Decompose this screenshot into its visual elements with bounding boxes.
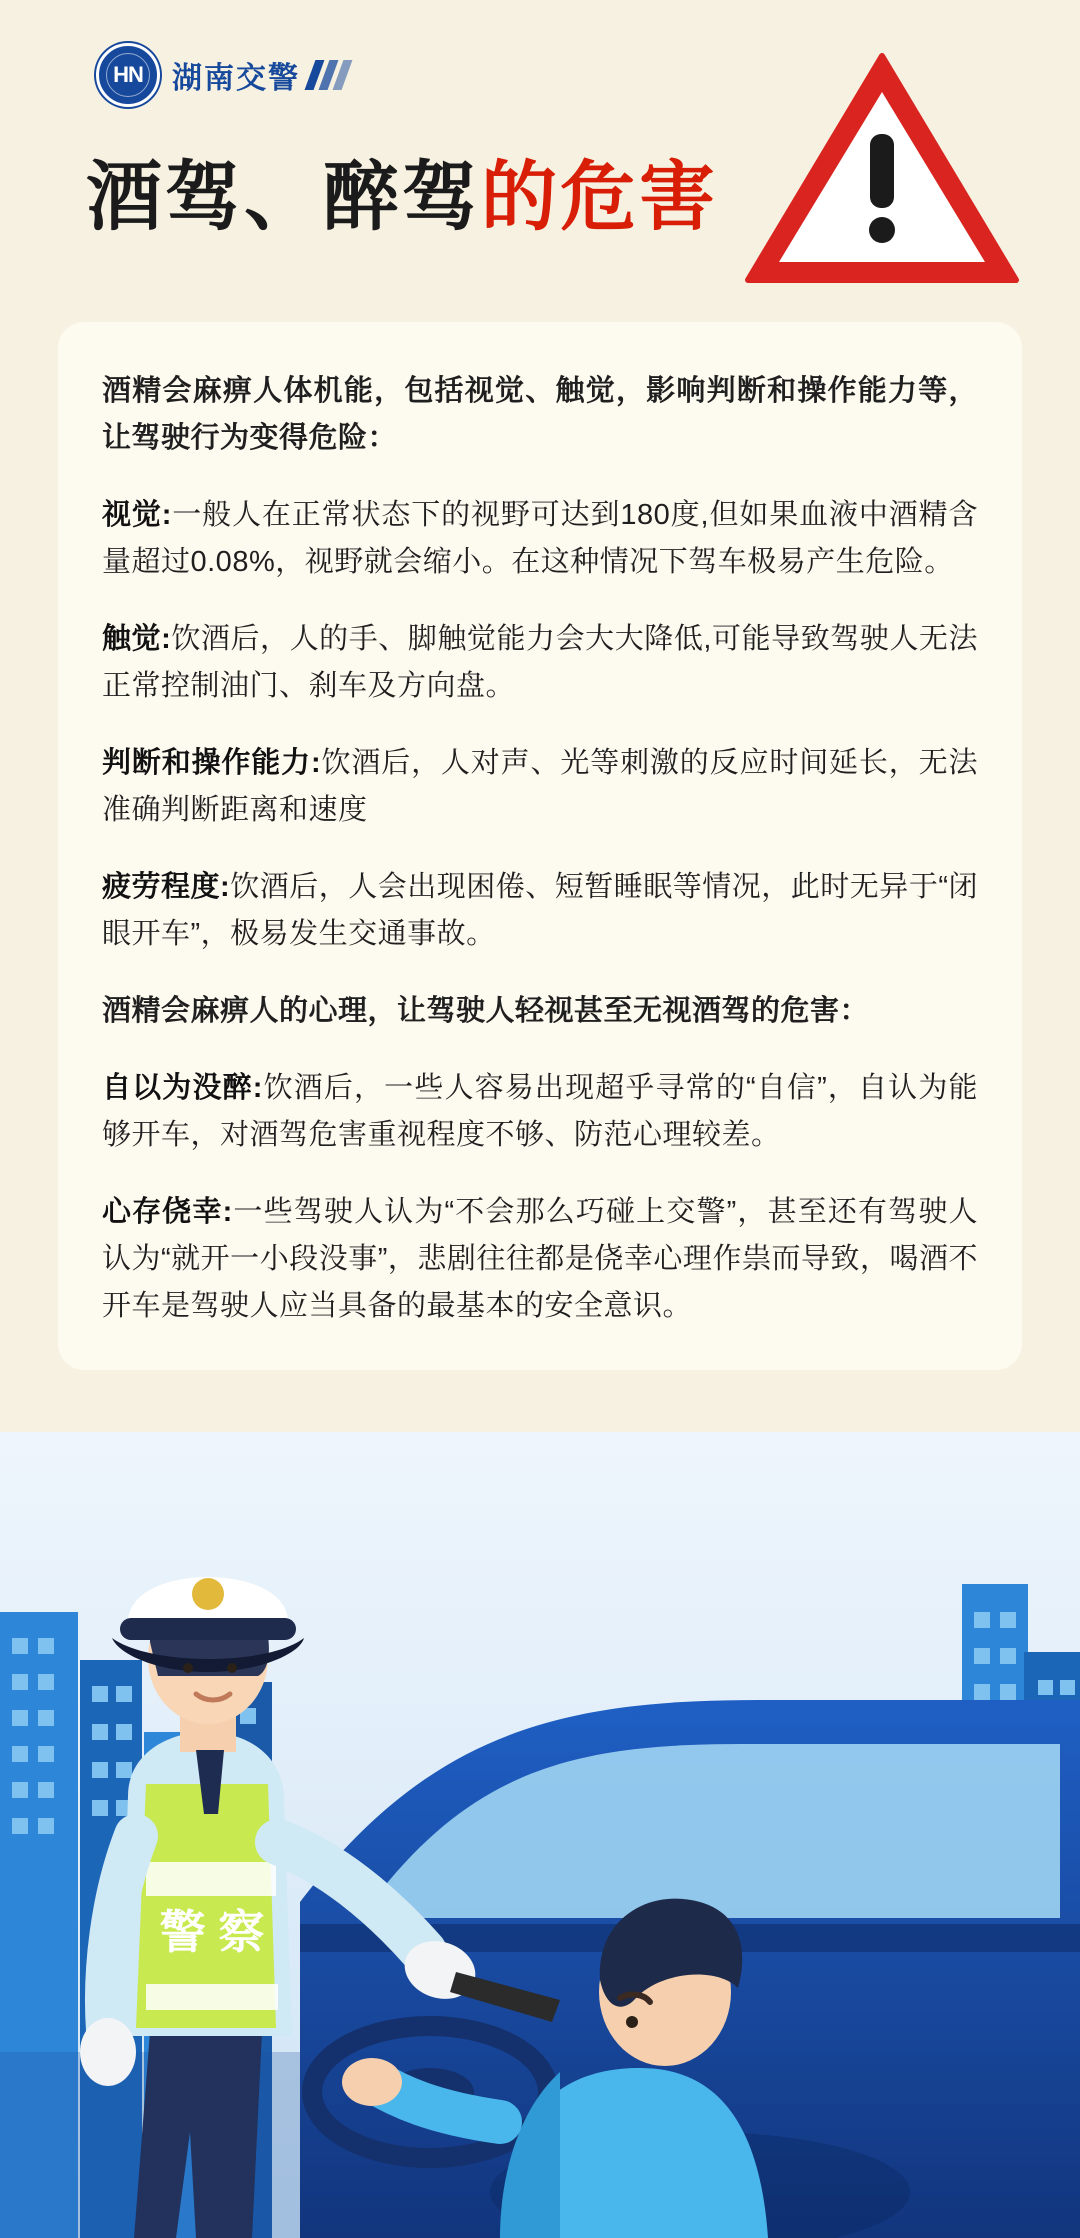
- traffic-police-checking-driver-illustration: [0, 1432, 1080, 2238]
- lead-fatigue: 疲劳程度:: [102, 870, 231, 903]
- badge-text: HN: [113, 62, 143, 87]
- section-heading-1: 酒精会麻痹人体机能，包括视觉、触觉，影响判断和操作能力等，让驾驶行为变得危险：: [102, 375, 978, 454]
- lead-touch: 触觉:: [102, 622, 172, 655]
- body-vision: 一般人在正常状态下的视野可达到180度,但如果血液中酒精含量超过0.08%，视野就会缩小。在这种情况下驾车极易产生危险。: [102, 498, 978, 578]
- lead-vision: 视觉:: [102, 498, 172, 531]
- lead-judgement: 判断和操作能力:: [102, 746, 322, 779]
- body-touch: 饮酒后，人的手、脚触觉能力会大大降低,可能导致驾驶人无法正常控制油门、刹车及方向盘。: [102, 622, 978, 702]
- body-overconfidence: 饮酒后，一些人容易出现超乎寻常的“自信”，自认为能够开车，对酒驾危害重视程度不够、防范心理较差。: [102, 1071, 978, 1151]
- brand-name: 湖南交警: [172, 62, 300, 95]
- brand-logo: [96, 44, 347, 106]
- paragraph-overconfidence: [102, 1065, 978, 1159]
- svg-text:警 察: 警 察: [159, 1906, 265, 1958]
- title-plain: 酒驾、醉驾: [86, 155, 481, 240]
- paragraph-touch: [102, 616, 978, 710]
- logo-slash-decoration: [310, 60, 347, 90]
- lead-luck: 心存侥幸:: [102, 1195, 233, 1228]
- title-highlight: 的危害: [481, 155, 718, 240]
- paragraph-judgement: [102, 740, 978, 834]
- body-judgement: 饮酒后，人对声、光等刺激的反应时间延长，无法准确判断距离和速度: [102, 746, 978, 826]
- paragraph-luck: [102, 1189, 978, 1330]
- lead-overconfidence: 自以为没醉:: [102, 1071, 263, 1104]
- content-card: [58, 322, 1022, 1370]
- paragraph-vision: [102, 492, 978, 586]
- body-luck: 一些驾驶人认为“不会那么巧碰上交警”，甚至还有驾驶人认为“就开一小段没事”，悲剧往往都是侥幸心理作祟而导致，喝酒不开车是驾驶人应当具备的最基本的安全意识。: [102, 1195, 978, 1322]
- paragraph-fatigue: [102, 864, 978, 958]
- warning-triangle-icon: [742, 48, 1022, 288]
- body-fatigue: 饮酒后，人会出现困倦、短暂睡眠等情况，此时无异于“闭眼开车”，极易发生交通事故。: [102, 870, 978, 950]
- page-title: [86, 155, 718, 240]
- police-badge-icon: [96, 43, 160, 107]
- section-heading-2: 酒精会麻痹人的心理，让驾驶人轻视甚至无视酒驾的危害：: [102, 994, 870, 1027]
